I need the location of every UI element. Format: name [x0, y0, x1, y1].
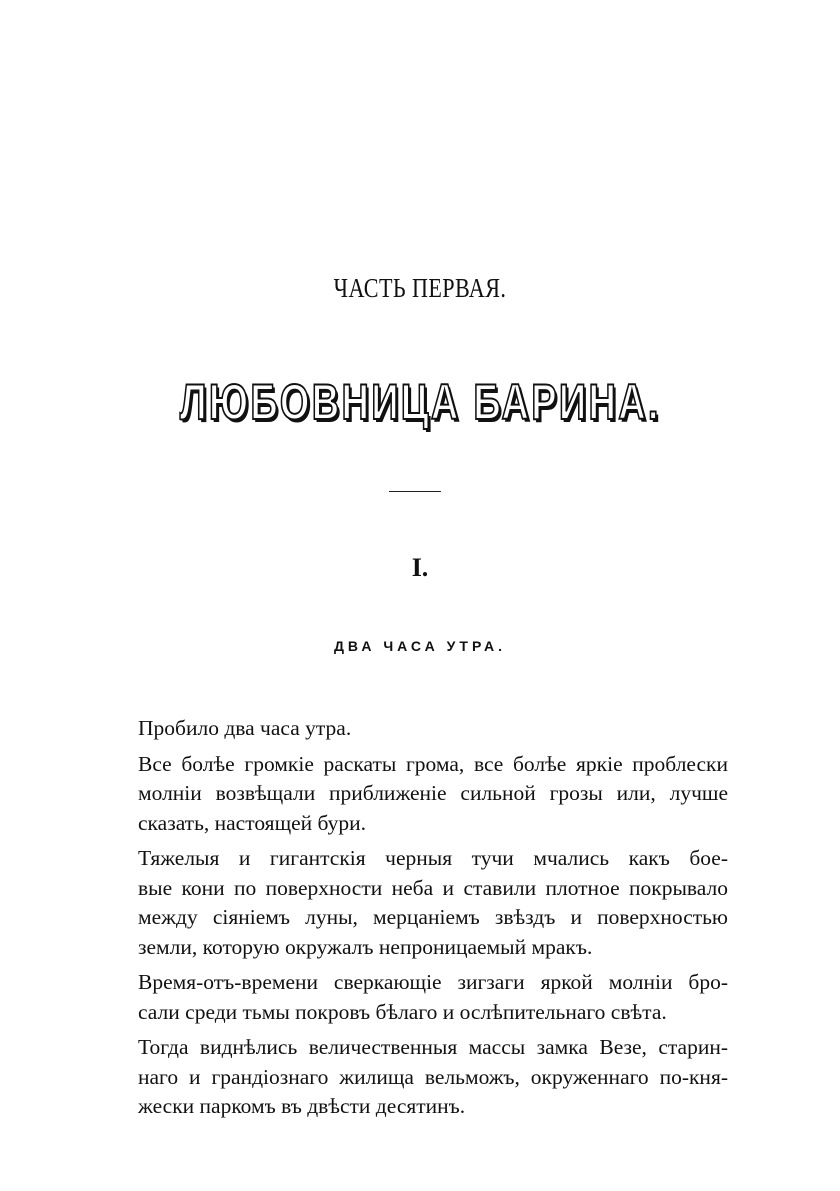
paragraph [112, 844, 728, 962]
chapter-number: I. [411, 553, 429, 582]
title-block [0, 372, 840, 432]
part-heading: ЧАСТЬ ПЕРВАЯ. [333, 273, 507, 303]
text-line: вые кони по поверхности неба и ставили плотное покрывало [138, 875, 728, 900]
text-line: сказать, настоящей бури. [138, 810, 367, 835]
text-line: Тяжелыя и гигантскія черныя тучи мчались какъ бое- [138, 846, 728, 870]
book-title: ЛЮБОВНИЦА БАРИНА. [179, 374, 661, 430]
paragraph [112, 1033, 728, 1122]
text-line: молніи возвѣщали приближеніе сильной грозы или, лучше [138, 781, 728, 805]
text-line: Все болѣе громкіе раскаты грома, все болѣе яркіе проблески [138, 751, 728, 776]
paragraph [112, 714, 728, 744]
text-line: сали среди тьмы покровъ бѣлаго и ослѣпительнаго свѣта. [138, 999, 667, 1024]
text-line: земли, которую окружалъ непроницаемый мракъ. [138, 934, 593, 959]
body-text [112, 714, 728, 1128]
text-line: жески паркомъ въ двѣсти десятинъ. [138, 1094, 466, 1118]
text-line: Тогда виднѣлись величественныя массы замка Везе, старин- [138, 1035, 728, 1059]
text-line: между сіяніемъ луны, мерцаніемъ звѣздъ и поверхностью [138, 905, 728, 929]
paragraph [112, 968, 728, 1027]
paragraph [112, 750, 728, 839]
text-line: Время-отъ-времени сверкающіе зигзаги яркой молніи бро- [138, 970, 728, 994]
chapter-title: ДВА ЧАСА УТРА. [333, 638, 507, 654]
title-divider [389, 491, 441, 492]
text-line: наго и грандіознаго жилища вельможъ, окруженнаго по-кня- [138, 1064, 728, 1089]
text-line: Пробило два часа утра. [138, 716, 352, 740]
